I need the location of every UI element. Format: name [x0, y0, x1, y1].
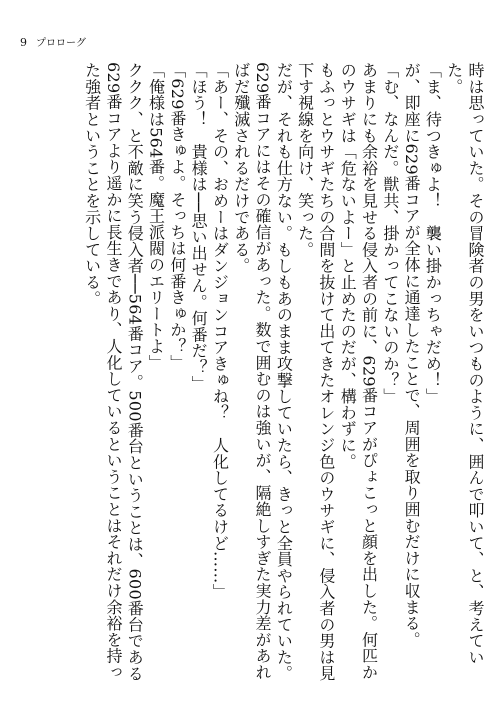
paragraph: あまりにも余裕を見せる侵入者の前に、629番コアがぴょこっと顔を出した。何匹かのウサギは「危ないよー」と止めたのだが、構わずに。 — [338, 62, 379, 681]
paragraph: もふっとウサギたちの合間を抜けて出てきたオレンジ色のウサギに、侵入者の男は見下す視線を向け、笑った。 — [295, 62, 336, 682]
paragraph: が、即座に629番コアが全体に通達したことで、周囲を取り囲むだけに収まる。 — [402, 62, 422, 648]
dialogue-line: 「む、なんだ。獣共、掛かってこないのか？」 — [380, 62, 400, 405]
chapter-title: プロローグ — [36, 38, 86, 49]
dialogue-line: 「俺様は564番。魔王派閥のエリートよ」 — [146, 62, 166, 371]
page-number: 9 — [20, 36, 27, 49]
paragraph: ククク、と不敵に笑う侵入者──564番コア。500番台ということは、600番台である629番コアより遥かに長生きであり、人化しているということはそれだけ余裕を持った強者ということを示している。 — [82, 62, 145, 682]
paragraph: だが、それも仕方ない。もしもあのまま攻撃していたら、きっと全員やられていた。629番コアにはその確信があった。数で囲むのは強いが、隔絶しすぎた実力差があればだ殲滅されるだけである。 — [231, 62, 294, 682]
dialogue-line: 「ほう！ 貴様は──思い出せん。何番だ？」 — [189, 62, 209, 392]
vertical-body-text — [46, 62, 486, 684]
running-head — [20, 36, 94, 50]
dialogue-line: 「629番きゅよ。そっちは何番きゅか？」 — [167, 62, 187, 371]
dialogue-line: 「ま、待つきゅよ！ 襲い掛かっちゃだめ！」 — [423, 62, 443, 405]
paragraph: 時は思っていた。その冒険者の男をいつものように、囲んで叩いて、と、考えていた。 — [444, 62, 485, 666]
dialogue-line: 「あー、その、おめーはダンジョンコアきゅね？ 人化してるけど……」 — [210, 62, 230, 600]
